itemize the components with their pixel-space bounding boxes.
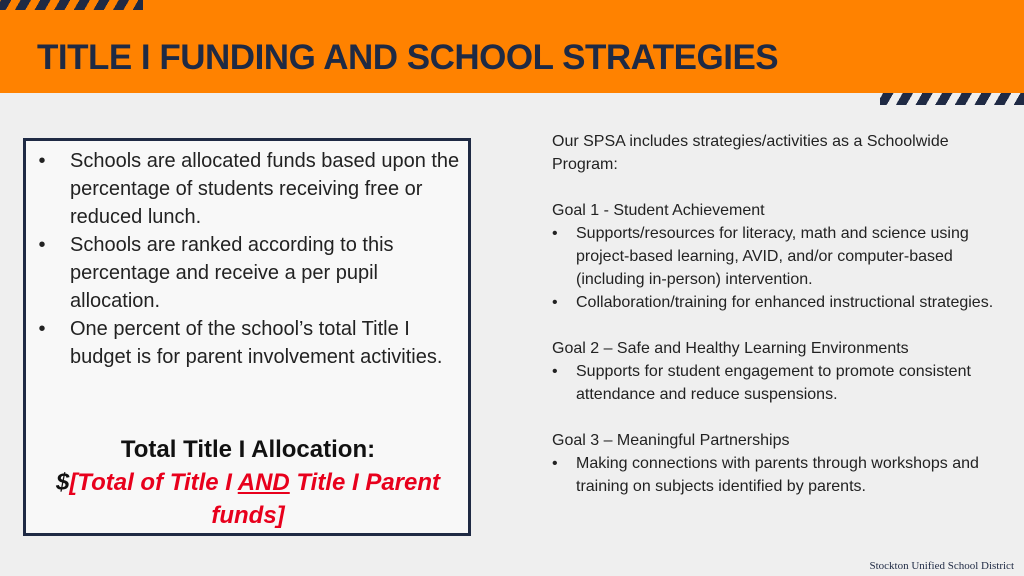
strategies-panel — [552, 130, 1002, 498]
footer-district-name: Stockton Unified School District — [869, 560, 1014, 572]
placeholder-text — [69, 469, 440, 496]
goal-2-list — [552, 360, 1002, 406]
bullet-icon: • — [552, 455, 558, 472]
goal-3-list — [552, 452, 1002, 498]
bullet-text: Schools are allocated funds based upon the percentage of students receiving free or reduced lunch. — [70, 150, 460, 228]
goal-item-text: Supports/resources for literacy, math and science using project-based learning, AVID, and/or computer-based (including in-person) intervention. — [576, 225, 969, 288]
total-allocation-label: Total Title I Allocation: — [120, 436, 376, 463]
goal-item-text: Supports for student engagement to promote consistent attendance and reduce suspensions. — [576, 363, 971, 403]
goal-title: Goal 2 – Safe and Healthy Learning Environments — [552, 340, 909, 357]
bullet-icon: • — [38, 318, 46, 340]
goal-title: Goal 1 - Student Achievement — [552, 202, 765, 219]
bullet-icon: • — [552, 294, 558, 311]
list-item — [552, 222, 1002, 291]
list-item — [26, 231, 466, 315]
slide-title: TITLE I FUNDING AND SCHOOL STRATEGIES — [37, 38, 779, 77]
dollar-sign: $ — [55, 469, 70, 496]
total-allocation-value — [26, 466, 470, 499]
list-item — [552, 452, 1002, 498]
spsa-intro: Our SPSA includes strategies/activities as a Schoolwide Program: — [552, 133, 949, 173]
goal-title: Goal 3 – Meaningful Partnerships — [552, 432, 790, 449]
total-allocation — [26, 433, 470, 532]
placeholder-prefix: [Total of Title I — [69, 469, 238, 496]
decorative-stripes-bottom — [880, 93, 1024, 105]
placeholder-and: AND — [237, 469, 290, 496]
bullet-icon: • — [552, 363, 558, 380]
goal-1-list — [552, 222, 1002, 314]
goal-item-text: Collaboration/training for enhanced instructional strategies. — [576, 294, 994, 311]
placeholder-suffix: Title I Parent — [289, 469, 441, 496]
goal-item-text: Making connections with parents through workshops and training on subjects identified by parents. — [576, 455, 979, 495]
total-allocation-value-line2: funds] — [211, 502, 285, 529]
list-item — [26, 315, 466, 371]
decorative-stripes-top — [0, 0, 143, 10]
allocation-panel — [23, 138, 471, 536]
bullet-text: Schools are ranked according to this percentage and receive a per pupil allocation. — [70, 234, 394, 312]
bullet-icon: • — [38, 150, 46, 172]
list-item — [552, 360, 1002, 406]
bullet-icon: • — [38, 234, 46, 256]
list-item — [552, 291, 1002, 314]
allocation-bullet-list — [26, 147, 466, 371]
list-item — [26, 147, 466, 231]
bullet-text: One percent of the school’s total Title I budget is for parent involvement activities. — [70, 318, 443, 368]
bullet-icon: • — [552, 225, 558, 242]
header-bar — [0, 0, 1024, 93]
